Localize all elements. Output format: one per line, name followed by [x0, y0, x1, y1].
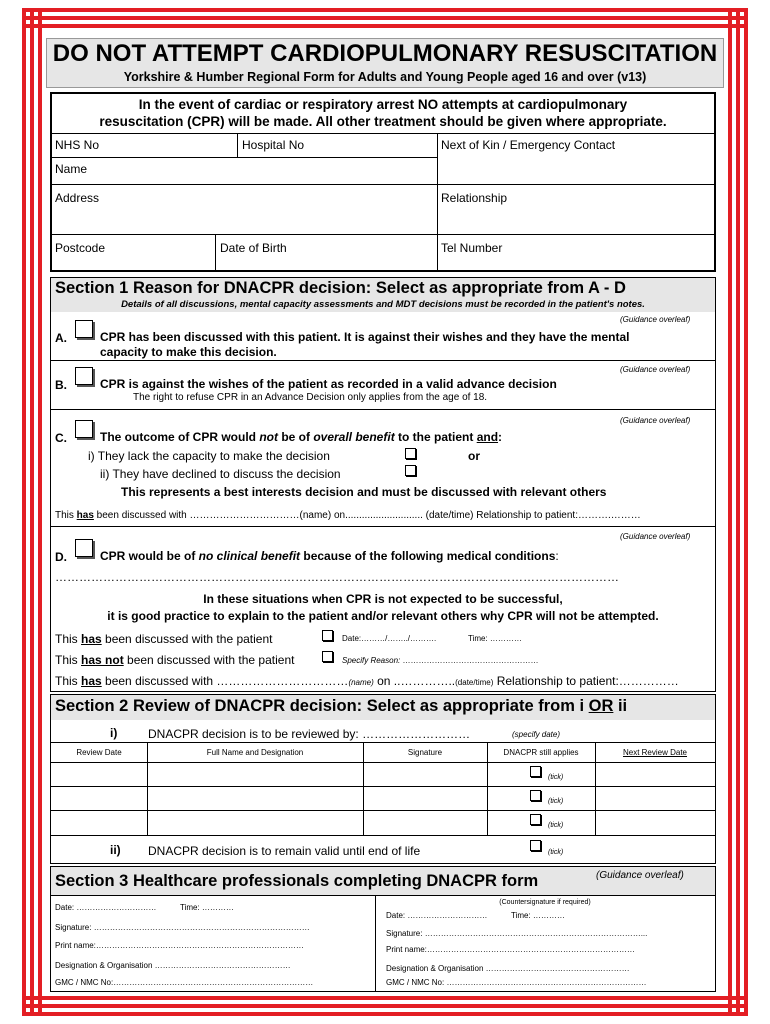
- col-full-name: Full Name and Designation: [206, 748, 304, 757]
- specify-reason-label: Specify Reason:: [342, 656, 401, 665]
- section1-subheading: Details of all discussions, mental capacity assessments and MDT decisions must be recorded in the patient's notes.: [121, 299, 645, 310]
- name-field[interactable]: Name: [55, 162, 88, 176]
- section3-guidance: (Guidance overleaf): [596, 870, 684, 881]
- page-title: DO NOT ATTEMPT CARDIOPULMONARY RESUSCITATION: [52, 40, 718, 67]
- option-d-others-discussed[interactable]: [55, 674, 679, 688]
- option-b-text-2: The right to refuse CPR in an Advance Decision only applies from the age of 18.: [133, 392, 488, 403]
- frame-bottom-stripe-1: [22, 996, 748, 1000]
- frame-left-stripe-3: [38, 8, 42, 1016]
- left-date-field[interactable]: Date: …………………………: [55, 903, 157, 912]
- d-p2-part: This: [55, 653, 82, 667]
- left-time-field[interactable]: Time: …………: [180, 903, 234, 912]
- frame-bottom-stripe-2: [22, 1004, 748, 1008]
- divider: [51, 895, 715, 896]
- c-text-part: :: [498, 430, 503, 444]
- d-p3-part: Relationship to patient:……………: [493, 674, 679, 688]
- frame-right-stripe-3: [744, 8, 748, 1016]
- frame-top-stripe-1: [22, 8, 748, 12]
- frame-top-stripe-2: [22, 16, 748, 20]
- c-disc-part: has: [76, 510, 94, 521]
- option-d-patient-not-discussed: [55, 653, 294, 667]
- hospital-no-field[interactable]: Hospital No: [242, 138, 305, 152]
- next-of-kin-field[interactable]: Next of Kin / Emergency Contact: [441, 138, 616, 152]
- left-print-name-field[interactable]: Print name:……………………………………………………………………: [55, 941, 304, 950]
- d-p2-part: been discussed with the patient: [123, 653, 295, 667]
- s2-head-part: Section 2 Review of DNACPR decision: Select as appropriate from i: [55, 697, 589, 715]
- divider: [51, 133, 715, 134]
- left-signature-field[interactable]: Signature: ………………………………………………………………………: [55, 923, 310, 932]
- frame-right-stripe-2: [736, 8, 740, 1016]
- divider: [437, 234, 715, 235]
- option-c-ii-text: ii) They have declined to discuss the decision: [100, 467, 341, 481]
- d-p2-part: has not: [81, 653, 124, 667]
- c-text-part: and: [476, 430, 499, 444]
- c-disc-part: This: [55, 510, 77, 521]
- option-d-letter: D.: [55, 550, 67, 564]
- divider: [51, 835, 715, 836]
- review-option-i-text[interactable]: DNACPR decision is to be reviewed by: ………………………: [148, 727, 471, 741]
- tel-field[interactable]: Tel Number: [441, 241, 503, 255]
- guidance-note-d: (Guidance overleaf): [620, 532, 691, 541]
- d-p3-part: (name): [348, 678, 374, 687]
- c-text-part: to the patient: [394, 430, 477, 444]
- s2-head-part: ii: [613, 697, 628, 715]
- patient-discussed-time[interactable]: Time: …………: [468, 634, 522, 643]
- specify-reason-field[interactable]: [342, 656, 539, 665]
- right-signature-field[interactable]: Signature: ………………………………………………………………………...: [386, 929, 648, 938]
- divider: [437, 133, 438, 271]
- section1-heading: Section 1 Reason for DNACPR decision: Select as appropriate from A - D: [55, 279, 626, 297]
- option-c-text: [100, 430, 502, 444]
- d-p1-part: been discussed with the patient: [101, 631, 273, 646]
- right-time-field[interactable]: Time: …………: [511, 911, 565, 920]
- intro-line-2: resuscitation (CPR) will be made. All other treatment should be given where appropriate.: [99, 114, 667, 129]
- guidance-note-b: (Guidance overleaf): [620, 365, 691, 374]
- frame-top-stripe-3: [22, 24, 748, 28]
- guidance-note-a: (Guidance overleaf): [620, 315, 691, 324]
- section2-heading: [55, 697, 627, 716]
- option-a-text-2: capacity to make this decision.: [100, 345, 277, 359]
- patient-not-discussed-checkbox[interactable]: [322, 651, 333, 662]
- review-row-1[interactable]: [51, 763, 715, 786]
- option-a-letter: A.: [55, 331, 67, 345]
- col-review-date: Review Date: [76, 748, 122, 757]
- tick-note: (tick): [548, 774, 564, 781]
- d-p1-part: has: [81, 631, 102, 646]
- option-c-or: or: [468, 449, 480, 463]
- option-d-conditions-field[interactable]: ……………………………………………………………………………………………………………………………: [55, 570, 619, 584]
- divider: [375, 895, 376, 991]
- option-c-ii-checkbox[interactable]: [405, 465, 416, 476]
- option-b-letter: B.: [55, 378, 67, 392]
- right-designation-field[interactable]: Designation & Organisation ………………………………………………: [386, 964, 630, 973]
- tick-note: (tick): [548, 798, 564, 805]
- still-applies-checkbox-1[interactable]: [530, 766, 541, 777]
- option-c-discussed-line[interactable]: [55, 510, 641, 521]
- d-p1-part: This: [55, 631, 82, 646]
- right-print-name-field[interactable]: Print name:……………………………………………………………………: [386, 945, 635, 954]
- d-text-part: because of the following medical conditions: [300, 549, 556, 563]
- option-b-checkbox[interactable]: [75, 367, 93, 385]
- frame-right-stripe-1: [728, 8, 732, 1016]
- postcode-field[interactable]: Postcode: [55, 241, 106, 255]
- option-c-checkbox[interactable]: [75, 420, 93, 438]
- right-gmc-field[interactable]: GMC / NMC No: …………………………………………………………………: [386, 978, 647, 987]
- end-of-life-checkbox[interactable]: [530, 840, 541, 851]
- option-c-best-interests: This represents a best interests decision and must be discussed with relevant others: [121, 485, 607, 499]
- specify-reason-dots: ……………………………………………: [400, 656, 539, 665]
- review-option-i-label: i): [110, 726, 118, 740]
- section3-heading: Section 3 Healthcare professionals completing DNACPR form: [55, 872, 539, 890]
- review-option-ii-text: DNACPR decision is to remain valid until end of life: [148, 844, 421, 858]
- c-text-part: overall benefit: [313, 430, 395, 444]
- c-text-part: not: [259, 430, 278, 444]
- divider: [51, 157, 437, 158]
- d-p3-part: (date/time): [455, 678, 494, 687]
- d-text-part: CPR would be of: [100, 549, 199, 563]
- divider: [51, 409, 715, 410]
- nhs-no-field[interactable]: NHS No: [55, 138, 100, 152]
- tick-note: (tick): [548, 849, 564, 856]
- divider: [51, 360, 715, 361]
- option-d-info-2: it is good practice to explain to the patient and/or relevant others why CPR will not be attempted.: [107, 609, 659, 623]
- divider: [51, 234, 437, 235]
- option-c-letter: C.: [55, 431, 67, 445]
- s2-head-part: OR: [588, 697, 614, 715]
- d-text-part: :: [555, 549, 559, 563]
- left-gmc-field[interactable]: GMC / NMC No:…………………………………………………………………: [55, 978, 314, 987]
- option-a-checkbox[interactable]: [75, 320, 93, 338]
- c-disc-part: been discussed with ……………………………(name) on............................ (date/time) Relationship to patient:……….………: [93, 510, 641, 521]
- divider: [51, 184, 715, 185]
- patient-discussed-checkbox[interactable]: [322, 630, 333, 641]
- review-row-2[interactable]: [51, 787, 715, 810]
- col-signature: Signature: [407, 748, 443, 757]
- option-d-text: [100, 549, 559, 563]
- guidance-note-c: (Guidance overleaf): [620, 416, 691, 425]
- left-designation-field[interactable]: Designation & Organisation ……………………………………………: [55, 961, 291, 970]
- right-date-field[interactable]: Date: …………………………: [386, 911, 488, 920]
- option-d-info-1: In these situations when CPR is not expected to be successful,: [203, 592, 563, 606]
- d-p3-part: been discussed with ……………………………: [101, 674, 349, 688]
- still-applies-checkbox-3[interactable]: [530, 814, 541, 825]
- still-applies-checkbox-2[interactable]: [530, 790, 541, 801]
- d-p3-part: on ..…………..: [373, 674, 456, 688]
- frame-left-stripe-1: [22, 8, 26, 1016]
- d-p3-part: This: [55, 674, 82, 688]
- page-subtitle: Yorkshire & Humber Regional Form for Adults and Young People aged 16 and over (v13): [123, 70, 647, 84]
- divider: [51, 742, 715, 743]
- tick-note: (tick): [548, 822, 564, 829]
- option-d-checkbox[interactable]: [75, 539, 93, 557]
- review-row-3[interactable]: [51, 811, 715, 835]
- frame-bottom-stripe-3: [22, 1012, 748, 1016]
- relationship-field[interactable]: Relationship: [441, 191, 508, 205]
- c-text-part: The outcome of CPR would: [100, 430, 260, 444]
- option-d-patient-discussed: [55, 631, 272, 646]
- d-text-part: no clinical benefit: [198, 549, 301, 563]
- option-b-text-1: CPR is against the wishes of the patient as recorded in a valid advance decision: [100, 377, 557, 391]
- d-p3-part: has: [81, 674, 102, 688]
- countersignature-note: (Countersignature if required): [499, 899, 591, 906]
- divider: [215, 234, 216, 271]
- col-still-applies: DNACPR still applies: [503, 748, 579, 757]
- divider: [51, 526, 715, 527]
- divider: [237, 133, 238, 157]
- option-c-i-text: i) They lack the capacity to make the decision: [88, 449, 330, 463]
- address-field[interactable]: Address: [55, 191, 100, 205]
- review-option-ii-label: ii): [110, 843, 121, 857]
- option-a-text-1: CPR has been discussed with this patient. It is against their wishes and they have the mental: [100, 330, 630, 344]
- dob-field[interactable]: Date of Birth: [220, 241, 287, 255]
- c-text-part: be of: [277, 430, 314, 444]
- review-specify-date: (specify date): [512, 730, 561, 739]
- col-next-review: Next Review Date: [622, 748, 688, 757]
- intro-line-1: In the event of cardiac or respiratory arrest NO attempts at cardiopulmonary: [138, 97, 628, 112]
- patient-discussed-date[interactable]: Date:………/……../……….: [342, 634, 437, 643]
- option-c-i-checkbox[interactable]: [405, 448, 416, 459]
- frame-left-stripe-2: [30, 8, 34, 1016]
